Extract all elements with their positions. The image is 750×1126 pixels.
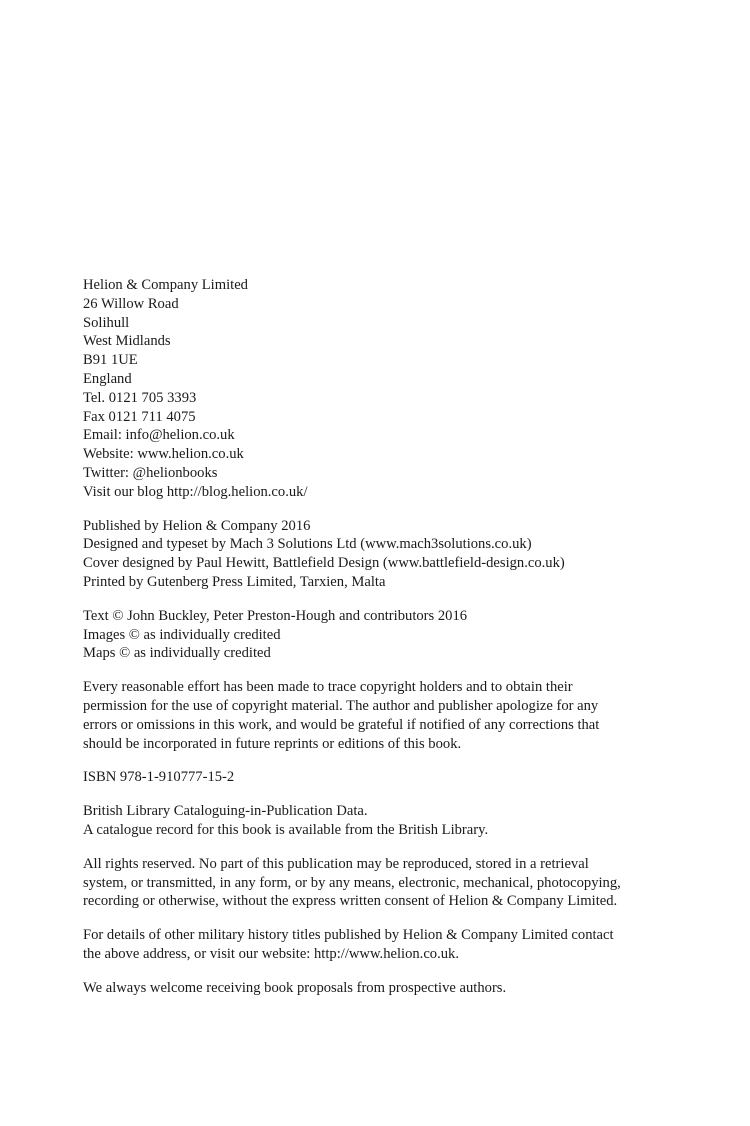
address-county: West Midlands [83, 333, 171, 350]
isbn-line: ISBN 978-1-910777-15-2 [83, 769, 235, 786]
cip-record-line: A catalogue record for this book is available from the British Library. [83, 821, 489, 838]
isbn-block [83, 768, 683, 787]
images-copyright-line: Images © as individually credited [83, 626, 281, 643]
text-copyright-line: Text © John Buckley, Peter Preston-Hough and contributors 2016 [83, 607, 468, 624]
email-line: Email: info@helion.co.uk [83, 427, 235, 444]
proposals-block [83, 979, 683, 998]
permissions-line: should be incorporated in future reprints or editions of this book. [83, 735, 462, 752]
maps-copyright-line: Maps © as individually credited [83, 645, 271, 662]
permissions-line: Every reasonable effort has been made to trace copyright holders and to obtain their [83, 679, 573, 696]
copyright-page [83, 276, 683, 1013]
rights-line: All rights reserved. No part of this publication may be reproduced, stored in a retrieval [83, 855, 589, 872]
details-line: For details of other military history titles published by Helion & Company Limited contact [83, 927, 614, 944]
address-country: England [83, 370, 132, 387]
cataloguing-block [83, 802, 683, 840]
telephone-line: Tel. 0121 705 3393 [83, 389, 197, 406]
permissions-line: permission for the use of copyright material. The author and publisher apologize for any [83, 697, 599, 714]
permissions-paragraph [83, 678, 683, 753]
publisher-address-block [83, 276, 683, 502]
rights-line: system, or transmitted, in any form, or by any means, electronic, mechanical, photocopying, [83, 874, 621, 891]
published-by-line: Published by Helion & Company 2016 [83, 517, 311, 534]
permissions-line: errors or omissions in this work, and would be grateful if notified of any corrections that [83, 716, 600, 733]
printed-by-line: Printed by Gutenberg Press Limited, Tarxien, Malta [83, 573, 386, 590]
copyright-notice-block [83, 607, 683, 663]
address-postcode: B91 1UE [83, 352, 138, 369]
rights-reserved-paragraph [83, 855, 683, 911]
proposals-line: We always welcome receiving book proposals from prospective authors. [83, 979, 507, 996]
cover-design-line: Cover designed by Paul Hewitt, Battlefield Design (www.battlefield-design.co.uk) [83, 555, 565, 572]
rights-line: recording or otherwise, without the express written consent of Helion & Company Limited. [83, 893, 618, 910]
blog-line: Visit our blog http://blog.helion.co.uk/ [83, 483, 308, 500]
details-line: the above address, or visit our website: http://www.helion.co.uk. [83, 945, 459, 962]
cip-heading-line: British Library Cataloguing-in-Publication Data. [83, 803, 368, 820]
twitter-line: Twitter: @helionbooks [83, 464, 218, 481]
production-credits-block [83, 517, 683, 592]
typeset-by-line: Designed and typeset by Mach 3 Solutions Ltd (www.mach3solutions.co.uk) [83, 536, 532, 553]
publisher-name: Helion & Company Limited [83, 277, 248, 293]
fax-line: Fax 0121 711 4075 [83, 408, 196, 425]
address-street: 26 Willow Road [83, 295, 179, 312]
address-town: Solihull [83, 314, 130, 331]
further-details-paragraph [83, 926, 683, 964]
website-line: Website: www.helion.co.uk [83, 446, 244, 463]
